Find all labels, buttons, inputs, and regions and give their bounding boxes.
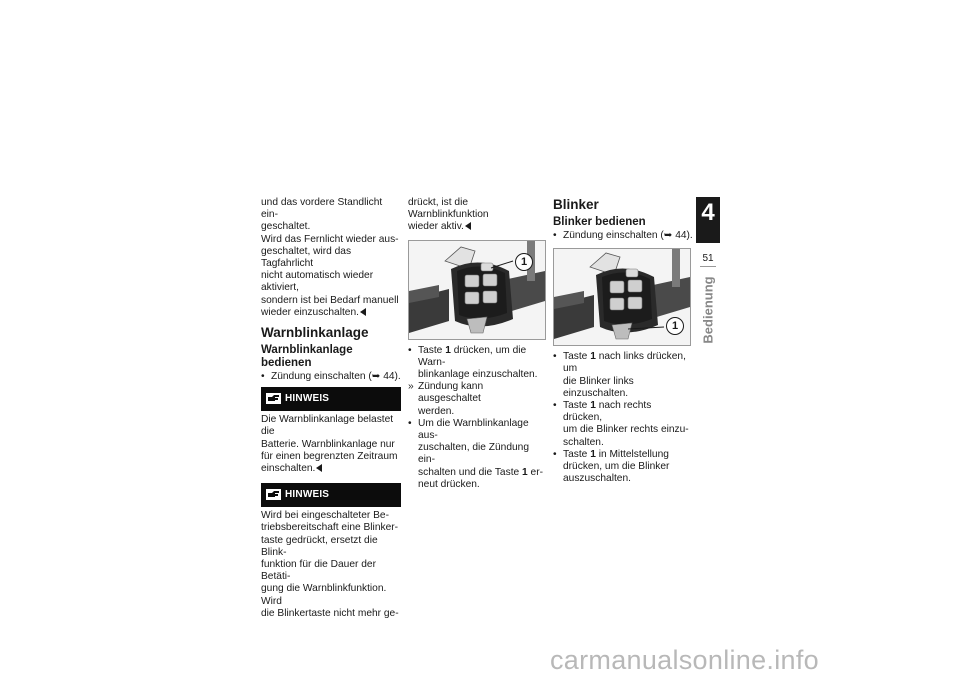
callout-number: 1: [515, 253, 533, 271]
subheading-warnblinkanlage-bedienen: Warnblinkanlage bedienen: [261, 344, 353, 370]
subheading-blinker-bedienen: Blinker bedienen: [553, 216, 646, 228]
note-text: Wird bei eingeschalteter Be- triebsbereitschaft eine Blinker- taste gedrückt, ersetzt die Blink- funktion für die Dauer der Betäti- gung die Warnblinkfunktion. Wird die Blinkertaste nicht mehr ge-: [261, 510, 399, 619]
instruction-list: [261, 371, 401, 383]
page-reference-link[interactable]: 44).: [672, 230, 693, 241]
list-item: • Um die Warnblinkanlage aus- zuschalten, die Zündung ein- schalten und die Taste 1 er- neut drücken.: [408, 417, 543, 490]
list-item: • Zündung einschalten (➥ 44).: [553, 230, 693, 241]
section-title-vertical: Bedienung: [700, 276, 716, 344]
note-banner: [261, 483, 401, 507]
tab-divider: [700, 266, 716, 267]
chapter-tab: [696, 197, 720, 243]
instruction-list: [408, 345, 546, 491]
page-reference-arrow-icon: ➥: [663, 230, 673, 241]
intro-paragraph: und das vordere Standlicht ein- geschaltet. Wird das Fernlicht wieder aus- geschaltet, wird das Tagfahrlicht nicht automatisch wieder aktiviert, sondern ist bei Bedarf manuell wieder einzuschalten.: [261, 197, 399, 318]
list-item: • Taste 1 nach rechts drücken, um die Blinker rechts einzu- schalten.: [553, 400, 689, 448]
chapter-number: 4: [701, 199, 715, 226]
page-reference-link[interactable]: 44).: [380, 371, 401, 383]
list-item: • Taste 1 nach links drücken, um die Blinker links einzuschalten.: [553, 351, 686, 399]
end-mark-icon: [465, 222, 471, 230]
instruction-list: [553, 230, 693, 242]
heading-warnblinkanlage: Warnblinkanlage: [261, 325, 369, 341]
heading-blinker: Blinker: [553, 197, 599, 212]
watermark-text: carmanualsonline.info: [550, 645, 819, 675]
page-reference-arrow-icon: ➥: [371, 371, 381, 383]
page-number: 51: [702, 253, 714, 264]
hand-pointing-icon: [266, 393, 281, 404]
list-item: • Taste 1 in Mittelstellung drücken, um die Blinker auszuschalten.: [553, 448, 670, 485]
continued-paragraph: drückt, ist die Warnblinkfunktion wieder aktiv.: [408, 197, 489, 233]
note-banner: [261, 387, 401, 411]
note-label: HINWEIS: [285, 489, 330, 501]
end-mark-icon: [316, 464, 322, 472]
hand-pointing-icon: [266, 489, 281, 500]
column-middle: [408, 197, 546, 491]
handlebar-switch-photo-hazard: [408, 240, 546, 340]
list-item: • Zündung einschalten (➥ 44).: [261, 371, 401, 383]
instruction-list: [553, 351, 693, 485]
column-left: [261, 197, 401, 620]
callout-number: 1: [666, 317, 684, 335]
column-right: [553, 197, 693, 485]
end-mark-icon: [360, 308, 366, 316]
result-item: » Zündung kann ausgeschaltet werden.: [408, 381, 484, 417]
list-item: • Taste 1 drücken, um die Warn- blinkanlage einzuschalten.: [408, 344, 538, 381]
note-text: Die Warnblinkanlage belastet die Batterie. Warnblinkanlage nur für einen begrenzten Zeitraum einschalten.: [261, 414, 398, 475]
note-label: HINWEIS: [285, 393, 330, 405]
handlebar-switch-photo-indicator: [553, 248, 691, 346]
